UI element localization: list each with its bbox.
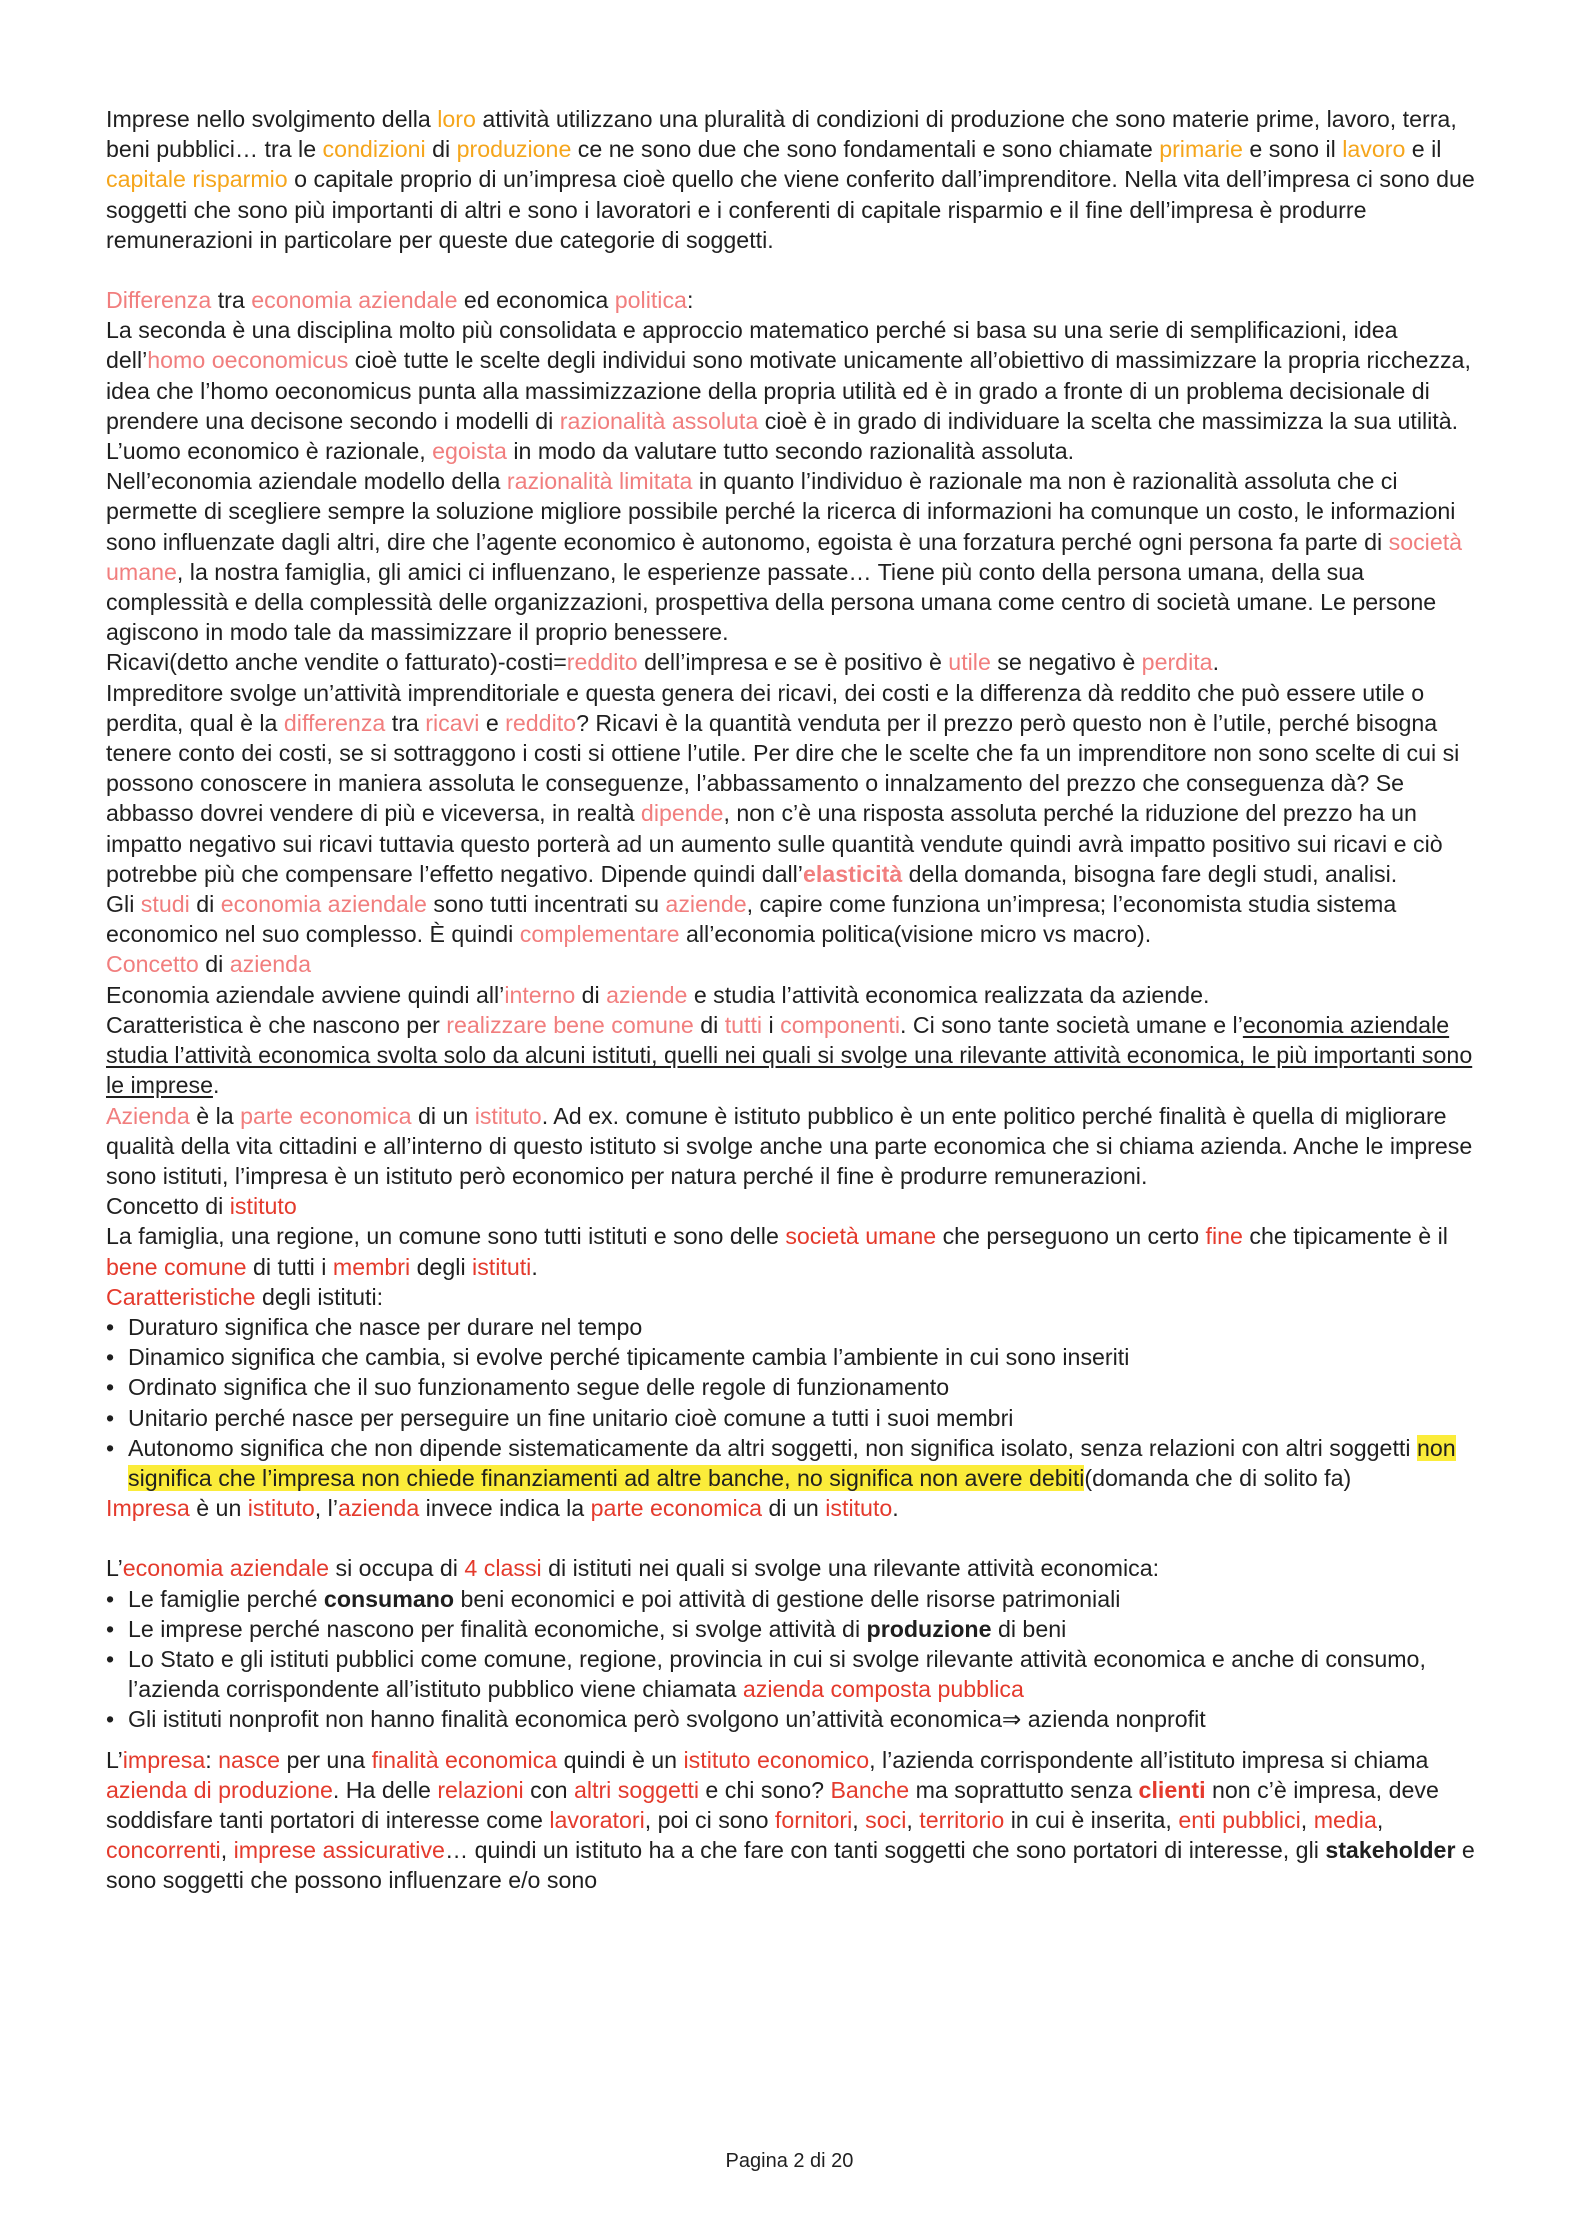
- emphasized-text: società umane: [785, 1223, 937, 1250]
- text-run: tra: [385, 709, 426, 736]
- emphasized-text: Caratteristiche: [106, 1283, 256, 1310]
- text-run: e il: [1405, 136, 1442, 163]
- emphasized-text: ricavi: [425, 709, 480, 736]
- text-run: che perseguono un certo: [936, 1223, 1206, 1250]
- text-run: cioè tutte le scelte degli individui sono motivate unicamente all’obiettivo di massimizzare la propria ricchezza, idea che l’homo oeconomicus punta alla massimizzazione della propria utilità ed è in grado a fronte di un problema decisionale di prendere una decisone secondo i modelli di: [106, 347, 1471, 434]
- bullet-list: [106, 1312, 1492, 1493]
- emphasized-text: interno: [504, 981, 576, 1008]
- text-run: Autonomo significa che non dipende sistematicamente da altri soggetti, non significa isolato, senza relazioni con altri soggetti: [128, 1434, 1417, 1461]
- emphasized-text: relazioni: [437, 1776, 524, 1803]
- text-run: quindi è un: [557, 1746, 684, 1773]
- text-run: degli istituti:: [255, 1283, 384, 1310]
- paragraph: [106, 1493, 1492, 1523]
- paragraph: [106, 1010, 1492, 1101]
- emphasized-text: produzione: [866, 1615, 992, 1642]
- text-run: Concetto di: [106, 1193, 230, 1220]
- emphasized-text: istituto: [825, 1495, 893, 1522]
- text-run: .: [212, 1072, 220, 1099]
- text-run: Economia aziendale avviene quindi all’: [106, 981, 505, 1008]
- page-body: [106, 104, 1492, 1896]
- text-run: di un: [762, 1495, 826, 1522]
- text-run: degli: [410, 1253, 473, 1280]
- text-run: Ordinato significa che il suo funzionamento segue delle regole di funzionamento: [128, 1374, 950, 1401]
- emphasized-text: 4 classi: [464, 1555, 542, 1582]
- page-number: Pagina 2 di 20: [725, 2150, 854, 2172]
- text-run: con: [523, 1776, 574, 1803]
- emphasized-text: differenza: [283, 709, 386, 736]
- text-run: , non c’è una risposta assoluta perché la riduzione del prezzo ha un impatto negativo sui ricavi tuttavia questo porterà ad un aumento sulle quantità vendute quindi avrà impatto positivo sui ricavi e ciò potrebbe più che compensare l’effetto negativo. Dipende quindi dall’: [106, 800, 1443, 887]
- text-run: (domanda che di solito fa): [1084, 1464, 1352, 1491]
- emphasized-text: razionalità limitata: [506, 468, 693, 495]
- emphasized-text: non significa che l’impresa non chiede finanziamenti ad altre banche, no significa non avere debiti: [128, 1434, 1456, 1491]
- text-run: in modo da valutare tutto secondo razionalità assoluta.: [506, 438, 1075, 465]
- emphasized-text: concorrenti: [106, 1837, 221, 1864]
- emphasized-text: realizzare bene comune: [446, 1011, 694, 1038]
- text-run: Impreditore svolge un’attività imprenditoriale e questa genera dei ricavi, dei costi e la differenza dà reddito che può essere utile o perdita, qual è la: [106, 679, 1425, 736]
- emphasized-text: economia aziendale: [122, 1555, 330, 1582]
- text-run: Caratteristica è che nascono per: [106, 1011, 447, 1038]
- emphasized-text: Azienda: [106, 1102, 190, 1129]
- emphasized-text: economia aziendale: [251, 287, 458, 314]
- emphasized-text: territorio: [919, 1806, 1005, 1833]
- paragraph-spacer: [106, 255, 1492, 285]
- emphasized-text: dipende: [640, 800, 724, 827]
- emphasized-text: altri soggetti: [573, 1776, 699, 1803]
- text-run: ,: [1376, 1806, 1384, 1833]
- text-run: i: [762, 1011, 781, 1038]
- text-run: in quanto l’individuo è razionale ma non è razionalità assoluta che ci permette di scegliere sempre la soluzione migliore possibile perché la ricerca di informazioni ha comunque un costo, le informazioni sono influenzate dagli altri, dire che l’agente economico è autonomo, egoista è una forzatura perché ogni persona fa parte di: [106, 468, 1456, 555]
- emphasized-text: bene comune: [106, 1253, 247, 1280]
- text-run: di beni: [991, 1615, 1067, 1642]
- emphasized-text: azienda di produzione: [106, 1776, 333, 1803]
- emphasized-text: capitale risparmio: [106, 166, 288, 193]
- text-run: per una: [280, 1746, 372, 1773]
- text-run: attività utilizzano una pluralità di condizioni di produzione che sono materie prime, lavoro, terra, beni pubblici… tra le: [106, 106, 1457, 163]
- emphasized-text: istituti: [472, 1253, 532, 1280]
- page-footer: [0, 2150, 1579, 2173]
- text-run: di: [575, 981, 607, 1008]
- emphasized-text: reddito: [566, 649, 638, 676]
- text-run: è un: [189, 1495, 248, 1522]
- emphasized-text: condizioni: [322, 136, 426, 163]
- emphasized-text: azienda: [229, 951, 311, 978]
- paragraph: [106, 889, 1492, 949]
- text-run: della domanda, bisogna fare degli studi, analisi.: [902, 860, 1398, 887]
- emphasized-text: economia aziendale: [220, 891, 427, 918]
- emphasized-text: economia aziendale studia l’attività economica svolta solo da alcuni istituti, quelli nei quali si svolge una rilevante attività economica, le più importanti sono le imprese: [106, 1011, 1473, 1099]
- text-run: Dinamico significa che cambia, si evolve perché tipicamente cambia l’ambiente in cui sono inseriti: [128, 1344, 1130, 1371]
- text-run: :: [686, 287, 694, 314]
- list-item: [106, 1312, 1492, 1342]
- emphasized-text: clienti: [1138, 1776, 1206, 1803]
- text-run: ,: [906, 1806, 920, 1833]
- text-run: all’economia politica(visione micro vs macro).: [679, 921, 1152, 948]
- list-item: [106, 1403, 1492, 1433]
- text-run: :: [205, 1746, 219, 1773]
- emphasized-text: lavoro: [1342, 136, 1406, 163]
- text-run: … quindi un istituto ha a che fare con tanti soggetti che sono portatori di interesse, gli: [444, 1837, 1326, 1864]
- emphasized-text: azienda composta pubblica: [742, 1676, 1024, 1703]
- emphasized-text: azienda: [337, 1495, 420, 1522]
- list-item: [106, 1372, 1492, 1402]
- emphasized-text: loro: [437, 106, 476, 132]
- text-run: Nell’economia aziendale modello della: [106, 468, 507, 495]
- text-run: si occupa di: [329, 1555, 465, 1582]
- text-run: e chi sono?: [698, 1776, 831, 1803]
- text-run: , la nostra famiglia, gli amici ci influenzano, le esperienze passate… Tiene più conto della persona umana, della sua complessità e della complessità delle organizzazioni, prospettiva della persona umana come centro di società umane. Le persone agiscono in modo tale da massimizzare il proprio benessere.: [106, 558, 1437, 646]
- emphasized-text: lavoratori: [549, 1806, 645, 1833]
- text-run: non c’è impresa, deve soddisfare tanti portatori di interesse come: [106, 1776, 1439, 1833]
- paragraph-spacer: [106, 1523, 1492, 1553]
- emphasized-text: istituto: [474, 1102, 542, 1129]
- paragraph: [106, 315, 1492, 466]
- text-run: ed economica: [457, 287, 615, 314]
- paragraph: [106, 466, 1492, 647]
- emphasized-text: tutti: [724, 1011, 763, 1038]
- paragraph: [106, 1221, 1492, 1281]
- text-run: di un: [411, 1102, 475, 1129]
- emphasized-text: istituto: [247, 1495, 315, 1522]
- text-run: di: [693, 1011, 725, 1038]
- emphasized-text: perdita: [1141, 649, 1213, 676]
- text-run: . Ha delle: [332, 1776, 438, 1803]
- list-item: [106, 1584, 1492, 1614]
- text-run: e sono il: [1242, 136, 1343, 163]
- text-run: Ricavi(detto anche vendite o fatturato)-costi=: [106, 649, 567, 676]
- emphasized-text: aziende: [665, 891, 747, 918]
- emphasized-text: homo oeconomicus: [147, 347, 349, 374]
- paragraph: [106, 1745, 1492, 1896]
- text-run: .: [892, 1495, 899, 1522]
- paragraph: [106, 285, 1492, 315]
- emphasized-text: Impresa: [106, 1495, 190, 1522]
- paragraph: [106, 1191, 1492, 1221]
- emphasized-text: elasticità: [802, 860, 903, 887]
- text-run: o capitale proprio di un’impresa cioè quello che viene conferito dall’imprenditore. Nella vita dell’impresa ci sono due soggetti che sono più importanti di altri e sono i lavoratori e i conferenti di capitale risparmio e il fine dell’impresa è produrre remunerazioni in particolare per queste due categorie di soggetti.: [106, 166, 1475, 253]
- paragraph: [106, 1282, 1492, 1312]
- list-item: [106, 1342, 1492, 1372]
- text-run: e studia l’attività economica realizzata da aziende.: [687, 981, 1210, 1008]
- emphasized-text: reddito: [505, 709, 577, 736]
- emphasized-text: imprese assicurative: [233, 1837, 445, 1864]
- text-run: sono tutti incentrati su: [426, 891, 666, 918]
- paragraph: [106, 949, 1492, 979]
- text-run: Le famiglie perché: [128, 1585, 324, 1612]
- text-run: L’: [106, 1555, 123, 1582]
- text-run: di tutti i: [246, 1253, 333, 1280]
- text-run: beni economici e poi attività di gestione delle risorse patrimoniali: [454, 1585, 1121, 1612]
- paragraph: [106, 678, 1492, 889]
- list-item: [106, 1433, 1492, 1493]
- emphasized-text: istituto: [229, 1193, 297, 1220]
- paragraph: [106, 1553, 1492, 1583]
- text-run: La seconda è una disciplina molto più consolidata e approccio matematico perché si basa su una serie di semplificazioni, idea dell’: [106, 317, 1398, 374]
- text-run: di istituti nei quali si svolge una rilevante attività economica:: [541, 1555, 1160, 1582]
- text-run: invece indica la: [419, 1495, 591, 1522]
- text-run: di: [425, 136, 457, 163]
- text-run: e sono soggetti che possono influenzare e/o sono: [106, 1837, 1475, 1894]
- bullet-list: [106, 1584, 1492, 1735]
- emphasized-text: Differenza: [106, 287, 212, 314]
- emphasized-text: società umane: [106, 528, 1463, 585]
- text-run: ,: [220, 1837, 234, 1864]
- text-run: Duraturo significa che nasce per durare nel tempo: [128, 1313, 643, 1340]
- text-run: Lo Stato e gli istituti pubblici come comune, regione, provincia in cui si svolge rilevante attività economica e anche di consumo, l’azienda corrispondente all’istituto pubblico viene chiamata: [128, 1645, 1426, 1703]
- emphasized-text: primarie: [1159, 136, 1243, 163]
- emphasized-text: fine: [1205, 1223, 1243, 1250]
- text-run: Gli istituti nonprofit non hanno finalità economica però svolgono un’attività economica⇒ azienda nonprofit: [128, 1706, 1206, 1733]
- emphasized-text: politica: [614, 287, 687, 314]
- emphasized-text: Concetto: [106, 951, 199, 978]
- text-run: , poi ci sono: [644, 1806, 775, 1833]
- emphasized-text: istituto economico: [683, 1746, 870, 1773]
- text-run: cioè è in grado di individuare la scelta che massimizza la sua utilità. L’uomo economico è razionale,: [106, 407, 1459, 465]
- text-run: è la: [189, 1102, 241, 1129]
- emphasized-text: impresa: [122, 1746, 206, 1773]
- text-run: .: [531, 1253, 538, 1280]
- text-run: La famiglia, una regione, un comune sono tutti istituti e sono delle: [106, 1223, 786, 1250]
- list-item: [106, 1614, 1492, 1644]
- text-run: Gli: [106, 891, 141, 918]
- emphasized-text: enti pubblici: [1178, 1806, 1301, 1833]
- emphasized-text: media: [1313, 1806, 1377, 1833]
- list-item: [106, 1704, 1492, 1734]
- text-run: ,: [1300, 1806, 1314, 1833]
- text-run: Le imprese perché nascono per finalità economiche, si svolge attività di: [128, 1615, 867, 1642]
- paragraph: [106, 104, 1492, 255]
- emphasized-text: egoista: [432, 438, 507, 465]
- emphasized-text: produzione: [456, 136, 572, 163]
- text-run: Unitario perché nasce per perseguire un fine unitario cioè comune a tutti i suoi membri: [128, 1404, 1014, 1431]
- paragraph: [106, 647, 1492, 677]
- text-run: Imprese nello svolgimento della: [106, 106, 438, 132]
- emphasized-text: complementare: [519, 921, 680, 948]
- emphasized-text: componenti: [780, 1011, 900, 1038]
- text-run: L’: [106, 1746, 123, 1773]
- emphasized-text: membri: [332, 1253, 411, 1280]
- emphasized-text: consumano: [323, 1585, 455, 1612]
- emphasized-text: Banche: [830, 1776, 910, 1803]
- text-run: che tipicamente è il: [1242, 1223, 1448, 1250]
- emphasized-text: studi: [140, 891, 190, 918]
- paragraph-spacer: [106, 1735, 1492, 1745]
- text-run: tra: [211, 287, 252, 314]
- paragraph: [106, 980, 1492, 1010]
- emphasized-text: utile: [948, 649, 991, 676]
- text-run: . Ad ex. comune è istituto pubblico è un ente politico perché finalità è quella di migliorare qualità della vita cittadini e all’interno di questo istituto si svolge anche una parte economica che si chiama azienda. Anche le imprese sono istituti, l’impresa è un istituto però economico per natura perché il fine è produrre remunerazioni.: [106, 1102, 1473, 1189]
- list-item: [106, 1644, 1492, 1704]
- emphasized-text: soci: [865, 1806, 907, 1833]
- text-run: , capire come funziona un’impresa; l’economista studia sistema economico nel suo complesso. È quindi: [106, 891, 1397, 948]
- text-run: , l’azienda corrispondente all’istituto impresa si chiama: [869, 1746, 1429, 1773]
- text-run: di: [189, 891, 221, 918]
- emphasized-text: parte economica: [590, 1495, 763, 1522]
- text-run: , l’: [314, 1495, 338, 1522]
- text-run: se negativo è: [990, 649, 1142, 676]
- paragraph: [106, 1101, 1492, 1192]
- text-run: .: [1212, 649, 1220, 676]
- text-run: ma soprattutto senza: [909, 1776, 1139, 1803]
- emphasized-text: aziende: [606, 981, 688, 1008]
- text-run: dell’impresa e se è positivo è: [637, 649, 949, 676]
- emphasized-text: stakeholder: [1325, 1837, 1456, 1864]
- text-run: ,: [852, 1806, 866, 1833]
- text-run: e: [479, 709, 506, 736]
- emphasized-text: nasce: [218, 1746, 281, 1773]
- text-run: ce ne sono due che sono fondamentali e sono chiamate: [571, 136, 1160, 163]
- text-run: . Ci sono tante società umane e l’: [900, 1011, 1243, 1038]
- text-run: in cui è inserita,: [1004, 1806, 1179, 1833]
- emphasized-text: razionalità assoluta: [559, 407, 759, 434]
- emphasized-text: fornitori: [774, 1806, 853, 1833]
- text-run: ? Ricavi è la quantità venduta per il prezzo però questo non è l’utile, perché bisogna tenere conto dei costi, se si sottraggono i costi si ottiene l’utile. Per dire che le scelte che fa un imprenditore non sono scelte di cui si possono conoscere in maniera assoluta le conseguenze, l’abbassamento o innalzamento del prezzo che conseguenza dà? Se abbasso dovrei vendere di più e viceversa, in realtà: [106, 709, 1460, 827]
- emphasized-text: parte economica: [240, 1102, 412, 1129]
- text-run: di: [198, 951, 230, 978]
- emphasized-text: finalità economica: [371, 1746, 558, 1773]
